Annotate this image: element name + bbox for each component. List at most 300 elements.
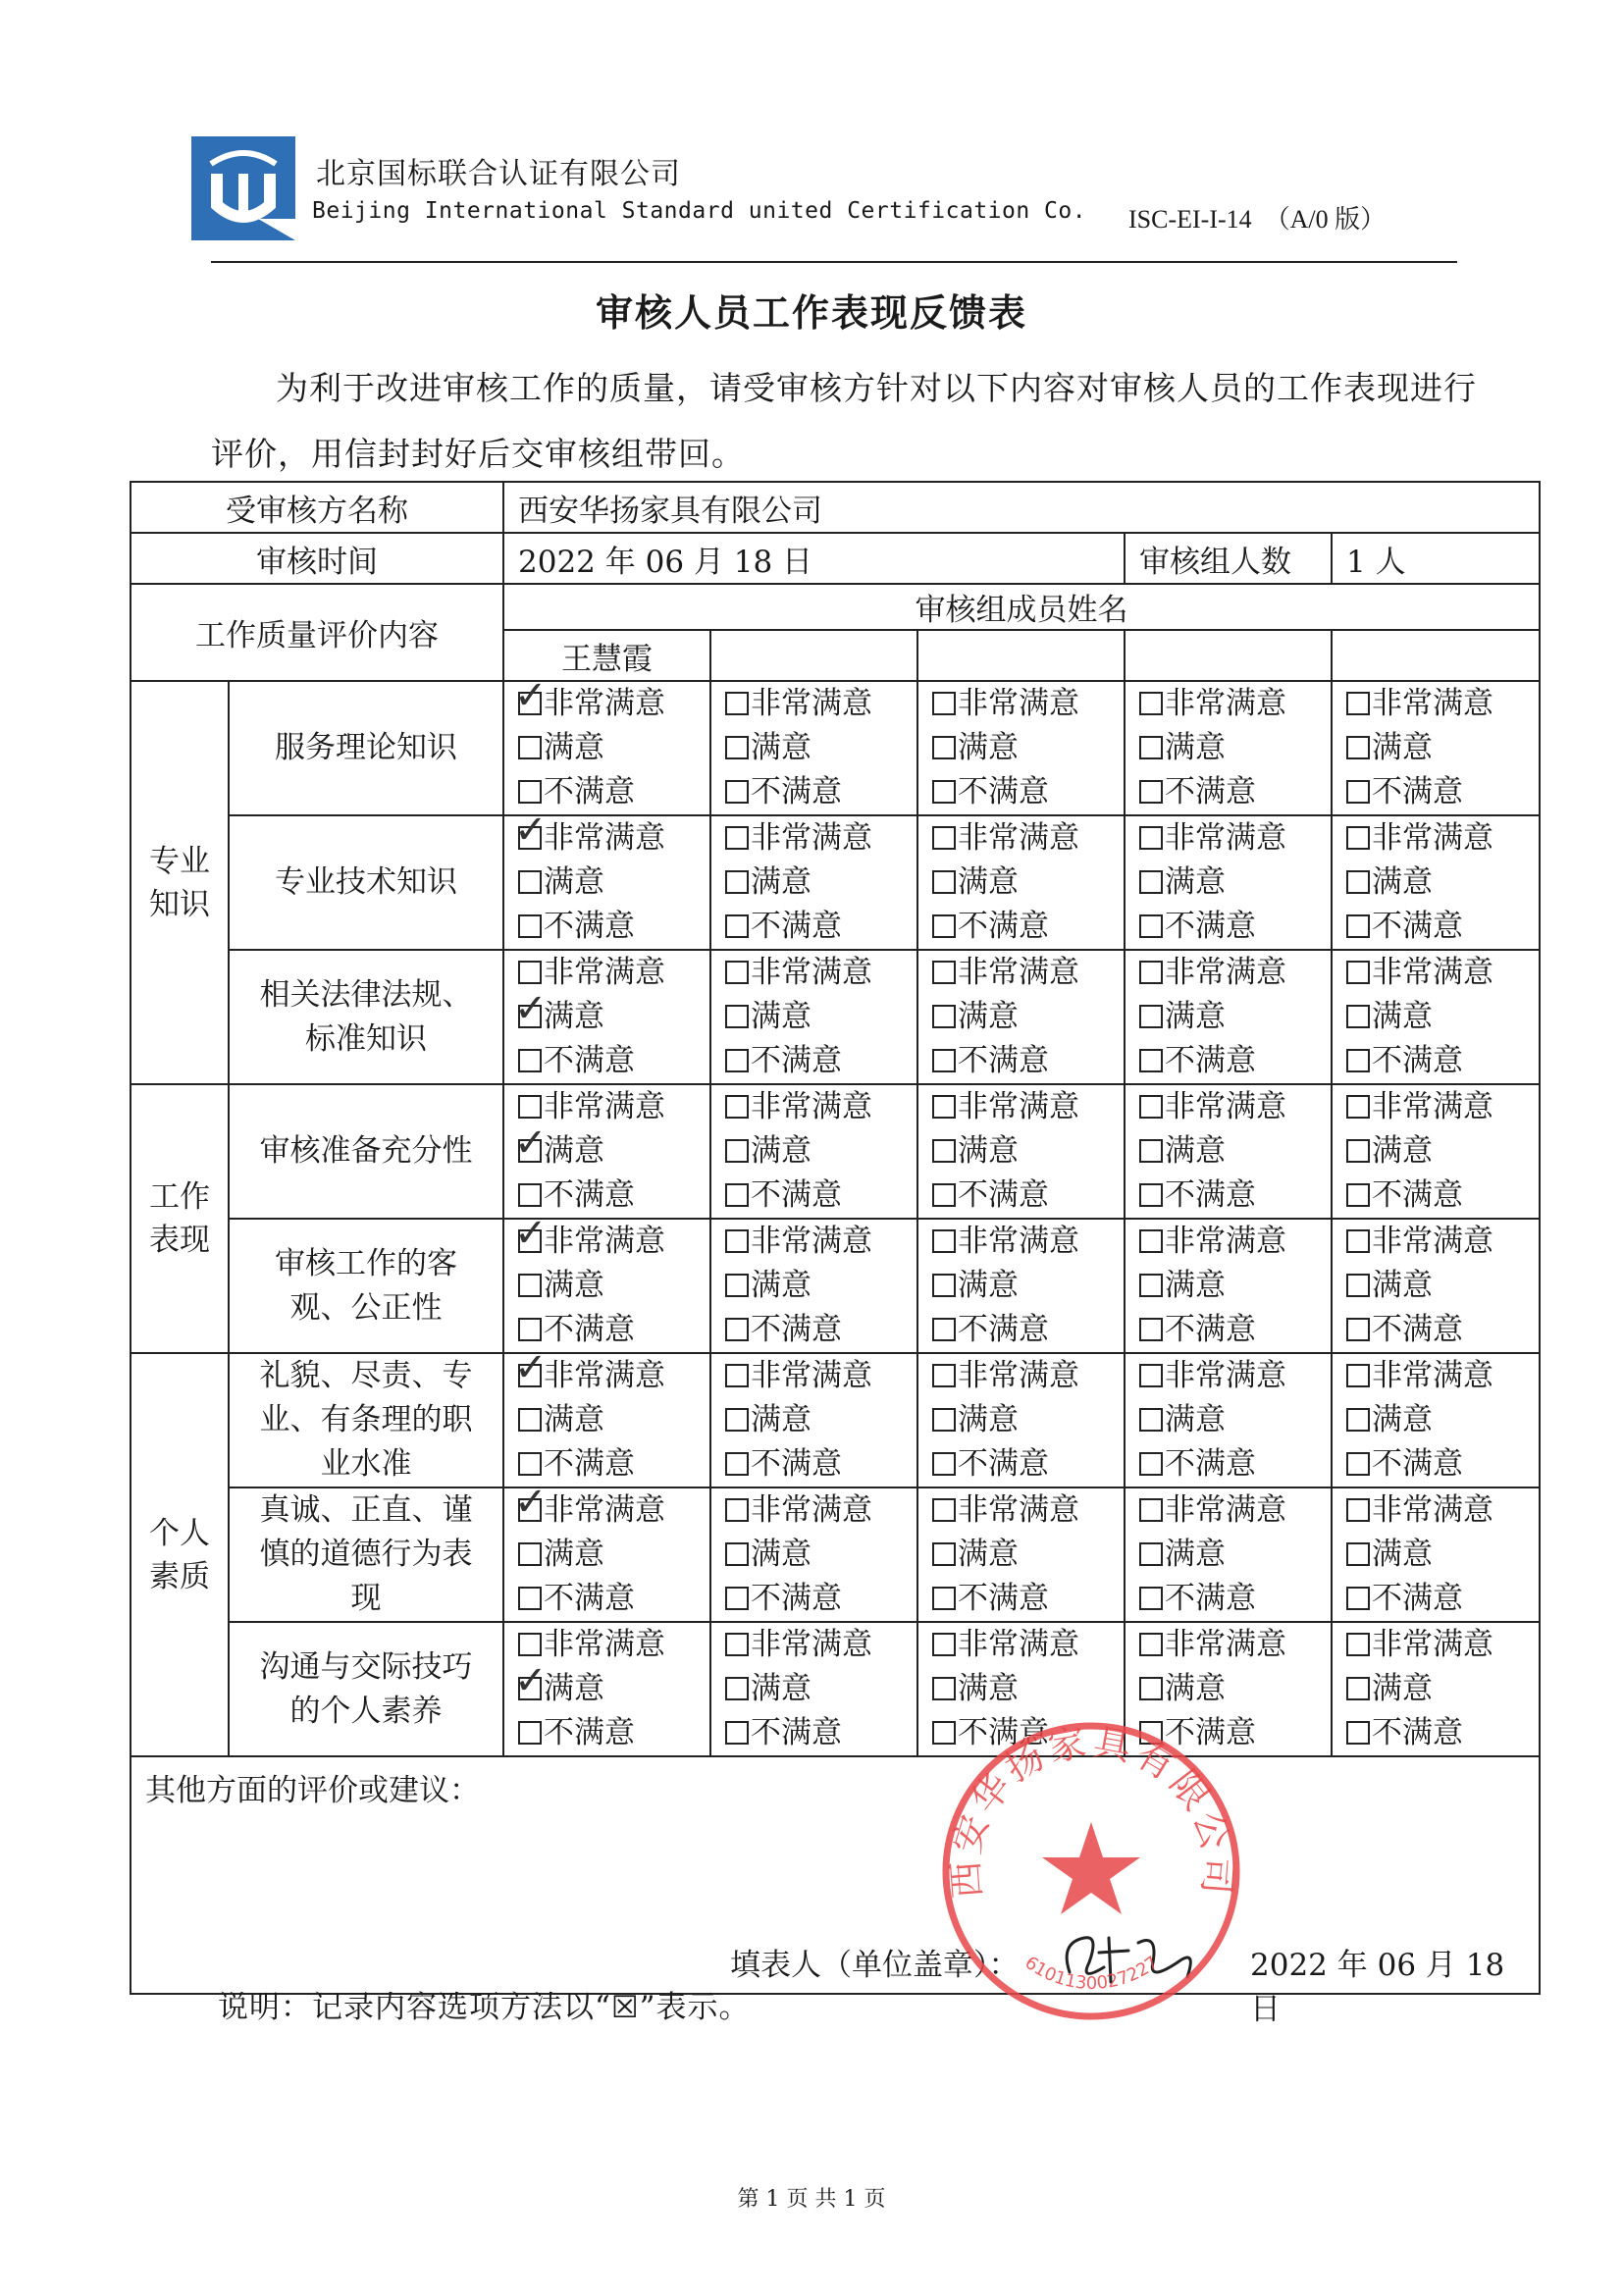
checkbox[interactable] xyxy=(1346,961,1370,984)
option-label: 非常满意 xyxy=(1165,686,1286,721)
rating-option[interactable] xyxy=(711,682,916,726)
option-label: 不满意 xyxy=(1165,1581,1256,1616)
rating-option[interactable] xyxy=(1126,1442,1331,1487)
check-mark-icon: ✓ xyxy=(514,1658,548,1703)
check-mark-icon: ✓ xyxy=(514,673,548,718)
option-label: 满意 xyxy=(1372,999,1433,1034)
checkbox[interactable] xyxy=(1139,1229,1163,1253)
rating-option[interactable] xyxy=(504,1658,709,1711)
option-label: 满意 xyxy=(1165,999,1226,1034)
rating-option[interactable] xyxy=(1333,726,1539,770)
checkbox[interactable] xyxy=(1139,961,1163,984)
checkbox[interactable] xyxy=(725,1183,749,1207)
checkbox[interactable] xyxy=(725,1721,749,1745)
checkbox[interactable] xyxy=(725,1274,749,1297)
checkbox[interactable] xyxy=(1346,1139,1370,1163)
rating-option[interactable] xyxy=(1333,1220,1539,1264)
checkbox[interactable] xyxy=(1346,914,1370,938)
checkbox[interactable] xyxy=(725,1095,749,1119)
checkbox[interactable] xyxy=(932,1452,956,1476)
checkbox[interactable] xyxy=(518,1274,542,1297)
rating-option[interactable] xyxy=(1333,682,1539,726)
filler-label: 填表人（单位盖章）： xyxy=(730,1948,1020,1983)
checkbox[interactable] xyxy=(1346,780,1370,804)
rating-cell xyxy=(503,808,710,950)
rating-option[interactable] xyxy=(918,1085,1124,1129)
checkbox[interactable] xyxy=(518,961,542,984)
option-label: 满意 xyxy=(544,1133,604,1169)
rating-cell xyxy=(1125,1219,1332,1353)
rating-option[interactable] xyxy=(1126,1308,1331,1352)
rating-option[interactable] xyxy=(711,951,916,995)
rating-option[interactable] xyxy=(504,726,709,770)
rating-option[interactable] xyxy=(711,1039,916,1083)
checkbox[interactable] xyxy=(1346,1408,1370,1432)
checkbox[interactable] xyxy=(932,1274,956,1297)
rating-option[interactable] xyxy=(504,861,709,905)
checkbox[interactable] xyxy=(1139,1633,1163,1656)
rating-cell xyxy=(917,815,1125,950)
checkbox[interactable] xyxy=(518,1183,542,1207)
checkbox[interactable] xyxy=(1346,1452,1370,1476)
option-label: 满意 xyxy=(1165,1402,1226,1437)
rating-cell xyxy=(1125,1487,1332,1622)
rating-option[interactable] xyxy=(918,1577,1124,1621)
option-label: 不满意 xyxy=(1165,1312,1256,1347)
rating-option[interactable] xyxy=(504,986,709,1039)
rating-option[interactable] xyxy=(918,1442,1124,1487)
rating-option[interactable] xyxy=(918,1623,1124,1667)
option-label: 满意 xyxy=(544,1537,604,1572)
rating-option[interactable] xyxy=(1333,1442,1539,1487)
checkbox[interactable] xyxy=(1346,1498,1370,1522)
rating-option[interactable] xyxy=(918,1398,1124,1442)
option-label: 非常满意 xyxy=(1372,1627,1493,1662)
rating-option[interactable] xyxy=(1333,1623,1539,1667)
rating-option[interactable] xyxy=(504,1264,709,1308)
option-label: 不满意 xyxy=(1372,1715,1463,1750)
rating-option[interactable] xyxy=(711,861,916,905)
rating-option[interactable] xyxy=(1126,1667,1331,1711)
option-label: 非常满意 xyxy=(1372,686,1493,721)
rating-cell xyxy=(710,1487,917,1622)
rating-option[interactable] xyxy=(918,995,1124,1039)
checkbox[interactable] xyxy=(514,1480,548,1525)
rating-option[interactable] xyxy=(711,816,916,861)
checkbox[interactable] xyxy=(725,692,749,715)
rating-option[interactable] xyxy=(504,1533,709,1577)
rating-option[interactable] xyxy=(711,1533,916,1577)
rating-cell xyxy=(710,950,917,1084)
rating-option[interactable] xyxy=(1333,1174,1539,1218)
checkbox[interactable] xyxy=(518,1721,542,1745)
checkbox[interactable] xyxy=(518,870,542,894)
rating-option[interactable] xyxy=(1126,682,1331,726)
rating-cell xyxy=(917,1353,1125,1487)
checkbox[interactable] xyxy=(518,1587,542,1610)
checkbox[interactable] xyxy=(725,1542,749,1566)
checkbox[interactable] xyxy=(1346,1274,1370,1297)
rating-option[interactable] xyxy=(1126,1488,1331,1533)
rating-option[interactable] xyxy=(504,1480,709,1533)
checkbox[interactable] xyxy=(725,914,749,938)
option-label: 不满意 xyxy=(1165,1043,1256,1078)
checkbox[interactable] xyxy=(932,1318,956,1341)
criterion-label xyxy=(229,1219,503,1353)
checkbox[interactable] xyxy=(1139,1183,1163,1207)
rating-option[interactable] xyxy=(1126,1354,1331,1398)
rating-cell xyxy=(710,681,917,815)
criterion-label-text: 专业技术知识 xyxy=(275,864,457,900)
checkbox[interactable] xyxy=(932,1229,956,1253)
checkbox[interactable] xyxy=(1139,1095,1163,1119)
checkbox[interactable] xyxy=(1139,1274,1163,1297)
rating-option[interactable] xyxy=(1333,1667,1539,1711)
checkbox[interactable] xyxy=(1139,692,1163,715)
rating-cell xyxy=(1332,681,1540,815)
rating-option[interactable] xyxy=(504,808,709,861)
company-seal xyxy=(932,1712,1251,2031)
rating-option[interactable] xyxy=(918,1129,1124,1174)
checkbox[interactable] xyxy=(725,780,749,804)
checkbox[interactable] xyxy=(1346,1364,1370,1387)
option-label: 非常满意 xyxy=(544,1627,665,1662)
checkbox[interactable] xyxy=(725,1318,749,1341)
rating-option[interactable] xyxy=(918,1354,1124,1398)
checkbox[interactable] xyxy=(1139,1318,1163,1341)
rating-option[interactable] xyxy=(1126,726,1331,770)
checkbox[interactable] xyxy=(518,1095,542,1119)
rating-option[interactable] xyxy=(711,1085,916,1129)
option-label: 满意 xyxy=(958,1537,1019,1572)
option-label: 不满意 xyxy=(958,1446,1049,1482)
checkbox[interactable] xyxy=(932,961,956,984)
form-title: 审核人员工作表现反馈表 xyxy=(595,291,1027,335)
rating-option[interactable] xyxy=(1126,1264,1331,1308)
option-label: 不满意 xyxy=(751,1177,842,1213)
checkbox[interactable] xyxy=(518,1318,542,1341)
rating-option[interactable] xyxy=(711,995,916,1039)
rating-option[interactable] xyxy=(504,1577,709,1621)
rating-option[interactable] xyxy=(711,1220,916,1264)
checkbox[interactable] xyxy=(725,1633,749,1656)
rating-cell xyxy=(503,673,710,815)
rating-option[interactable] xyxy=(504,673,709,726)
rating-option[interactable] xyxy=(504,1345,709,1398)
rating-option[interactable] xyxy=(711,770,916,814)
group-label xyxy=(131,1084,229,1353)
option-label: 非常满意 xyxy=(544,686,665,721)
rating-option[interactable] xyxy=(504,1121,709,1174)
checkbox[interactable] xyxy=(725,1587,749,1610)
option-label: 不满意 xyxy=(544,1715,635,1750)
rating-option[interactable] xyxy=(918,1220,1124,1264)
checkbox[interactable] xyxy=(1346,1229,1370,1253)
rating-option[interactable] xyxy=(1126,951,1331,995)
checkbox[interactable] xyxy=(1346,692,1370,715)
checkbox[interactable] xyxy=(514,673,548,718)
rating-cell xyxy=(503,1622,710,1756)
rating-option[interactable] xyxy=(711,1308,916,1352)
checkbox[interactable] xyxy=(518,1408,542,1432)
option-label: 不满意 xyxy=(958,1043,1049,1078)
option-label: 非常满意 xyxy=(1372,1089,1493,1124)
rating-option[interactable] xyxy=(1333,1711,1539,1755)
option-label: 非常满意 xyxy=(751,1089,872,1124)
rating-option[interactable] xyxy=(1126,1174,1331,1218)
rating-option[interactable] xyxy=(1126,1533,1331,1577)
checkbox[interactable] xyxy=(725,1677,749,1700)
checkbox[interactable] xyxy=(518,736,542,759)
option-label: 满意 xyxy=(958,730,1019,765)
rating-option[interactable] xyxy=(711,1488,916,1533)
rating-option[interactable] xyxy=(711,1442,916,1487)
rating-option[interactable] xyxy=(918,1174,1124,1218)
checkbox[interactable] xyxy=(1139,1364,1163,1387)
rating-option[interactable] xyxy=(504,1398,709,1442)
checkbox[interactable] xyxy=(725,1139,749,1163)
checkbox[interactable] xyxy=(1139,1408,1163,1432)
checkbox[interactable] xyxy=(1139,870,1163,894)
rating-option[interactable] xyxy=(918,1039,1124,1083)
option-label: 不满意 xyxy=(1165,1715,1256,1750)
rating-option[interactable] xyxy=(918,726,1124,770)
rating-option[interactable] xyxy=(1126,861,1331,905)
checkbox[interactable] xyxy=(518,914,542,938)
rating-option[interactable] xyxy=(504,1039,709,1083)
rating-option[interactable] xyxy=(711,1577,916,1621)
checkbox[interactable] xyxy=(1139,1049,1163,1072)
checkbox[interactable] xyxy=(518,1452,542,1476)
checkbox[interactable] xyxy=(725,1049,749,1072)
option-label: 非常满意 xyxy=(958,955,1079,990)
option-label: 满意 xyxy=(1372,1671,1433,1706)
rating-option[interactable] xyxy=(711,1667,916,1711)
checkbox[interactable] xyxy=(1346,1005,1370,1028)
criterion-label-text: 服务理论知识 xyxy=(275,730,457,765)
checkbox[interactable] xyxy=(725,961,749,984)
criterion-label xyxy=(229,1487,503,1622)
checkbox[interactable] xyxy=(1139,1498,1163,1522)
checkbox[interactable] xyxy=(932,1049,956,1072)
rating-cell xyxy=(1125,681,1332,815)
checkbox[interactable] xyxy=(932,1542,956,1566)
checkbox[interactable] xyxy=(932,1633,956,1656)
checkbox[interactable] xyxy=(932,1183,956,1207)
rating-option[interactable] xyxy=(1126,1085,1331,1129)
checkbox[interactable] xyxy=(932,870,956,894)
checkbox[interactable] xyxy=(1346,1587,1370,1610)
checkbox[interactable] xyxy=(1346,870,1370,894)
rating-option[interactable] xyxy=(1126,1039,1331,1083)
checkbox[interactable] xyxy=(932,780,956,804)
checkbox[interactable] xyxy=(725,870,749,894)
rating-option[interactable] xyxy=(504,1711,709,1755)
option-label: 满意 xyxy=(751,1268,812,1303)
rating-option[interactable] xyxy=(711,905,916,949)
audit-time-label: 审核时间 xyxy=(131,533,503,584)
rating-option[interactable] xyxy=(1126,1577,1331,1621)
rating-option[interactable] xyxy=(711,1354,916,1398)
check-mark-icon: ✓ xyxy=(514,1211,548,1256)
option-label: 满意 xyxy=(1165,1133,1226,1169)
seal-text: 西安华扬家具有限公司 xyxy=(943,1719,1240,1901)
option-label: 满意 xyxy=(958,1402,1019,1437)
rating-option[interactable] xyxy=(1126,905,1331,949)
rating-cell xyxy=(1125,950,1332,1084)
rating-option[interactable] xyxy=(1333,1577,1539,1621)
checkbox[interactable] xyxy=(518,780,542,804)
rating-cell xyxy=(1332,1084,1540,1219)
checkbox[interactable] xyxy=(1346,1633,1370,1656)
rating-option[interactable] xyxy=(1333,770,1539,814)
rating-option[interactable] xyxy=(1126,1129,1331,1174)
rating-option[interactable] xyxy=(1333,1533,1539,1577)
checkbox[interactable] xyxy=(518,1542,542,1566)
checkbox[interactable] xyxy=(1139,1139,1163,1163)
checkbox[interactable] xyxy=(932,692,956,715)
option-label: 非常满意 xyxy=(751,1358,872,1393)
checkbox[interactable] xyxy=(1346,1049,1370,1072)
option-label: 不满意 xyxy=(1165,1177,1256,1213)
checkbox[interactable] xyxy=(932,1498,956,1522)
rating-option[interactable] xyxy=(918,1308,1124,1352)
option-label: 满意 xyxy=(751,999,812,1034)
checkbox[interactable] xyxy=(725,1005,749,1028)
intro-paragraph: 为利于改进审核工作的质量，请受审核方针对以下内容对审核人员的工作表现进行评价，用信封封好后交审核组带回。 xyxy=(211,369,1477,473)
checkbox[interactable] xyxy=(1139,780,1163,804)
checkbox[interactable] xyxy=(932,1677,956,1700)
rating-option[interactable] xyxy=(504,1211,709,1264)
checkbox[interactable] xyxy=(1139,1587,1163,1610)
document-code: ISC-EI-I-14 （A/0 版） xyxy=(1128,205,1387,234)
checkbox[interactable] xyxy=(514,808,548,853)
checkbox[interactable] xyxy=(932,1587,956,1610)
rating-option[interactable] xyxy=(504,905,709,949)
option-label: 满意 xyxy=(1372,1537,1433,1572)
checkbox[interactable] xyxy=(1139,826,1163,850)
checkbox[interactable] xyxy=(514,1121,548,1166)
checkbox[interactable] xyxy=(1139,914,1163,938)
rating-option[interactable] xyxy=(1333,1308,1539,1352)
rating-option[interactable] xyxy=(1126,1623,1331,1667)
checkbox[interactable] xyxy=(932,1408,956,1432)
checkbox[interactable] xyxy=(1346,1542,1370,1566)
checkbox[interactable] xyxy=(1346,1318,1370,1341)
rating-option[interactable] xyxy=(1126,816,1331,861)
rating-option[interactable] xyxy=(1333,905,1539,949)
checkbox[interactable] xyxy=(725,736,749,759)
checkbox[interactable] xyxy=(932,914,956,938)
option-label: 不满意 xyxy=(1372,1177,1463,1213)
rating-option[interactable] xyxy=(711,726,916,770)
checkbox[interactable] xyxy=(1139,1005,1163,1028)
rating-option[interactable] xyxy=(1333,1354,1539,1398)
rating-option[interactable] xyxy=(711,1711,916,1755)
rating-option[interactable] xyxy=(1333,1398,1539,1442)
rating-option[interactable] xyxy=(918,1488,1124,1533)
checkbox[interactable] xyxy=(1346,1677,1370,1700)
option-label: 满意 xyxy=(1372,1268,1433,1303)
rating-option[interactable] xyxy=(1333,995,1539,1039)
criterion-label xyxy=(229,1622,503,1756)
rating-option[interactable] xyxy=(918,905,1124,949)
rating-option[interactable] xyxy=(1333,1488,1539,1533)
checkbox[interactable] xyxy=(1346,1183,1370,1207)
rating-option[interactable] xyxy=(1126,995,1331,1039)
checkbox[interactable] xyxy=(725,1452,749,1476)
checkbox[interactable] xyxy=(514,1211,548,1256)
rating-cell xyxy=(1332,1219,1540,1353)
rating-option[interactable] xyxy=(918,682,1124,726)
checkbox[interactable] xyxy=(725,826,749,850)
rating-option[interactable] xyxy=(1333,816,1539,861)
rating-option[interactable] xyxy=(918,1667,1124,1711)
checkbox[interactable] xyxy=(932,1095,956,1119)
checkbox[interactable] xyxy=(1139,736,1163,759)
checkbox[interactable] xyxy=(514,1658,548,1703)
rating-option[interactable] xyxy=(711,1264,916,1308)
checkbox[interactable] xyxy=(932,736,956,759)
checkbox[interactable] xyxy=(1139,1542,1163,1566)
rating-option[interactable] xyxy=(918,1533,1124,1577)
rating-option[interactable] xyxy=(1126,770,1331,814)
option-label: 满意 xyxy=(1372,1133,1433,1169)
rating-option[interactable] xyxy=(1333,1264,1539,1308)
rating-option[interactable] xyxy=(918,1264,1124,1308)
rating-option[interactable] xyxy=(711,1623,916,1667)
rating-option[interactable] xyxy=(711,1398,916,1442)
checkbox[interactable] xyxy=(1139,1452,1163,1476)
rating-option[interactable] xyxy=(711,1129,916,1174)
checkbox[interactable] xyxy=(1346,826,1370,850)
checkbox[interactable] xyxy=(725,1229,749,1253)
rating-option[interactable] xyxy=(1333,1039,1539,1083)
checkbox[interactable] xyxy=(1139,1677,1163,1700)
checkbox[interactable] xyxy=(1346,736,1370,759)
rating-option[interactable] xyxy=(1333,861,1539,905)
rating-option[interactable] xyxy=(1126,1398,1331,1442)
rating-option[interactable] xyxy=(711,1174,916,1218)
option-label: 非常满意 xyxy=(751,1627,872,1662)
checkbox[interactable] xyxy=(725,1408,749,1432)
checkbox[interactable] xyxy=(518,1049,542,1072)
rating-option[interactable] xyxy=(1333,1129,1539,1174)
rating-option[interactable] xyxy=(1126,1220,1331,1264)
rating-option[interactable] xyxy=(918,861,1124,905)
checkbox[interactable] xyxy=(932,1364,956,1387)
checkbox[interactable] xyxy=(514,1345,548,1390)
rating-option[interactable] xyxy=(918,816,1124,861)
rating-option[interactable] xyxy=(1333,951,1539,995)
rating-option[interactable] xyxy=(1333,1085,1539,1129)
option-label: 非常满意 xyxy=(1372,1492,1493,1528)
rating-option[interactable] xyxy=(918,951,1124,995)
checkbox[interactable] xyxy=(1346,1095,1370,1119)
checkbox[interactable] xyxy=(932,826,956,850)
rating-cell xyxy=(1125,815,1332,950)
checkbox[interactable] xyxy=(725,1498,749,1522)
checkbox[interactable] xyxy=(932,1139,956,1163)
option-label: 不满意 xyxy=(1165,774,1256,809)
checkbox[interactable] xyxy=(725,1364,749,1387)
checkbox[interactable] xyxy=(932,1005,956,1028)
checkbox[interactable] xyxy=(514,986,548,1031)
checkbox[interactable] xyxy=(1346,1721,1370,1745)
seal-number: 6101130027227 xyxy=(1021,1952,1163,1994)
checkbox[interactable] xyxy=(518,1633,542,1656)
rating-option[interactable] xyxy=(918,770,1124,814)
